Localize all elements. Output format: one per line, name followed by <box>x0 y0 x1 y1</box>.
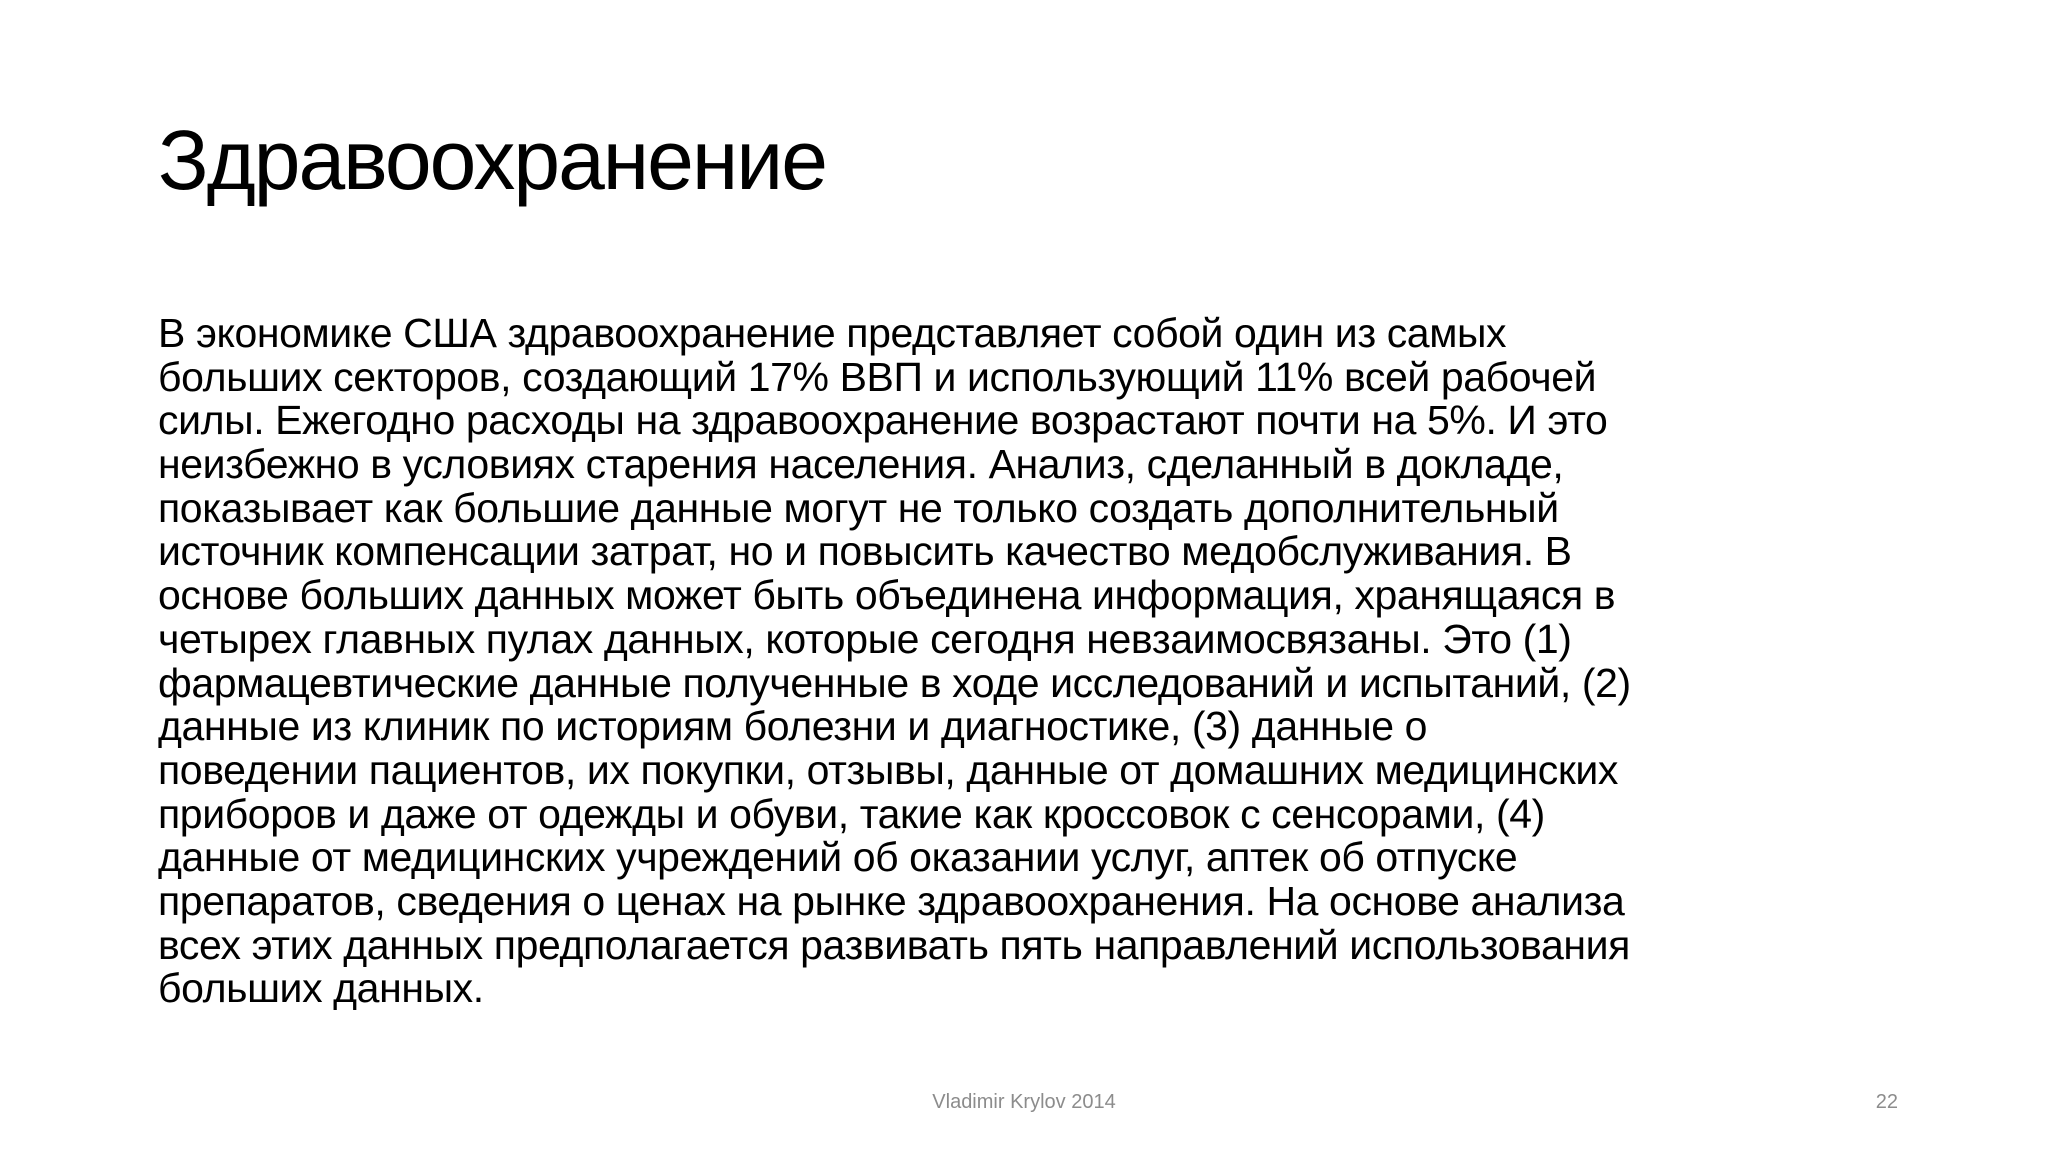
body-line: данные из клиник по историям болезни и диагностике, (3) данные о <box>158 703 1428 750</box>
footer-author: Vladimir Krylov 2014 <box>932 1091 1116 1113</box>
body-line: силы. Ежегодно расходы на здравоохранение возрастают почти на 5%. И это <box>158 397 1608 444</box>
body-line: В экономике США здравоохранение представляет собой один из самых <box>158 310 1507 356</box>
page-number: 22 <box>1875 1091 1898 1113</box>
body-line: четырех главных пулах данных, которые сегодня невзаимосвязаны. Это (1) <box>158 615 1572 662</box>
body-line: показывает как большие данные могут не только создать дополнительный <box>158 484 1559 531</box>
body-line: неизбежно в условиях старения населения. Анализ, сделанный в докладе, <box>158 441 1564 488</box>
body-line: источник компенсации затрат, но и повысить качество медобслуживания. В <box>158 528 1572 575</box>
slide-title: Здравоохранение <box>158 113 826 207</box>
body-line: приборов и даже от одежды и обуви, такие как кроссовок с сенсорами, (4) <box>158 790 1545 837</box>
body-line: препаратов, сведения о ценах на рынке здравоохранения. На основе анализа <box>158 877 1625 924</box>
body-line: данные от медицинских учреждений об оказании услуг, аптек об отпуске <box>158 834 1518 881</box>
body-line: фармацевтические данные полученные в ходе исследований и испытаний, (2) <box>158 659 1631 706</box>
body-line: основе больших данных может быть объединена информация, хранящаяся в <box>158 572 1616 619</box>
body-line: поведении пациентов, их покупки, отзывы, данные от домашних медицинских <box>158 746 1618 793</box>
slide-body-text <box>158 312 1918 1011</box>
body-line: больших данных. <box>158 965 484 1012</box>
body-line: всех этих данных предполагается развивать пять направлений использования <box>158 921 1630 968</box>
body-line: больших секторов, создающий 17% ВВП и использующий 11% всей рабочей <box>158 353 1597 400</box>
